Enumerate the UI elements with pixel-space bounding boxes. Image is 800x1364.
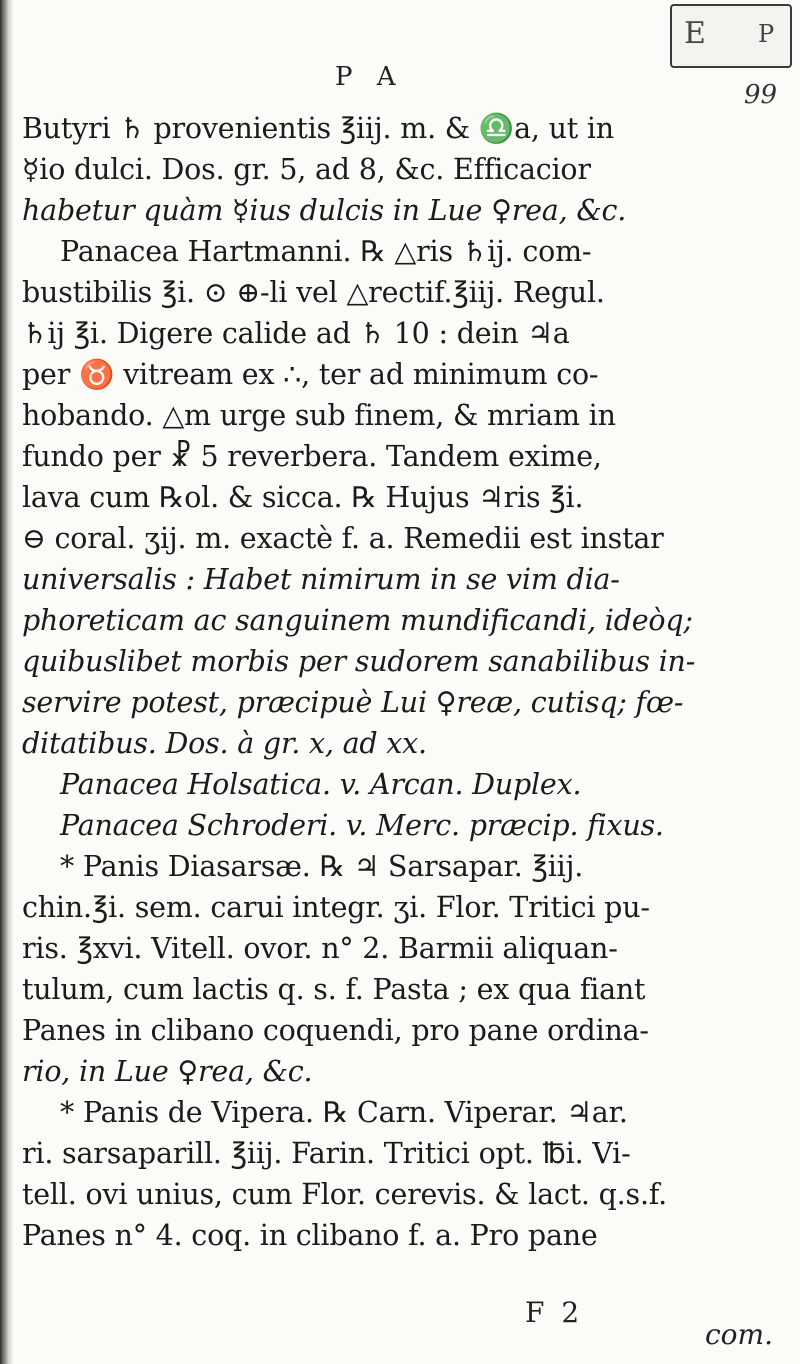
text-line: habetur quàm ☿ius dulcis in Lue ♀rea, &c. <box>22 194 627 227</box>
text-line: chin.℥i. sem. carui integr. ʒi. Flor. Tritici pu- <box>22 891 650 924</box>
catchword: com. <box>705 1318 773 1351</box>
text-block <box>22 108 794 1256</box>
text-line: ⊖ coral. ʒij. m. exactè f. a. Remedii est instar <box>22 522 664 555</box>
stamp-letter-left: E <box>684 16 706 51</box>
text-line: bustibilis ℥i. ⊙ ⊕-li vel △rectif.℥iij. Regul. <box>22 276 605 309</box>
text-line: ♄ij ℥i. Digere calide ad ♄ 10 : dein ♃a <box>22 317 570 350</box>
entry-heading-panacea-holsatica: Panacea Holsatica. v. Arcan. Duplex. <box>60 768 582 801</box>
text-line: servire potest, præcipuè Lui ♀reæ, cutisq; fœ- <box>22 686 684 719</box>
text-line: lava cum ℞ol. & sicca. ℞ Hujus ♃ris ℥i. <box>22 481 584 514</box>
text-line: Butyri ♄ provenientis ℥iij. m. & ♎a, ut in <box>22 112 614 145</box>
text-line: universalis : Habet nimirum in se vim dia- <box>22 563 620 596</box>
entry-heading-panis-de-vipera: * Panis de Vipera. ℞ Carn. Viperar. ♃ar. <box>60 1096 628 1129</box>
text-line: hobando. △m urge sub finem, & mriam in <box>22 399 616 432</box>
entry-heading-panacea-hartmanni: Panacea Hartmanni. ℞ △ris ♄ij. com- <box>60 235 592 268</box>
entry-heading-panis-diasarsae: * Panis Diasarsæ. ℞ ♃ Sarsapar. ℥iij. <box>60 850 584 883</box>
stamp-letter-right: P <box>758 20 775 48</box>
library-stamp <box>670 4 792 68</box>
page-number: 99 <box>744 80 778 110</box>
running-head: P A <box>335 62 404 92</box>
text-line: rio, in Lue ♀rea, &c. <box>22 1055 313 1088</box>
page-gutter-shadow <box>0 0 14 1364</box>
text-line: tulum, cum lactis q. s. f. Pasta ; ex qua fiant <box>22 973 646 1006</box>
entry-heading-panacea-schroderi: Panacea Schroderi. v. Merc. præcip. fixus. <box>60 809 664 842</box>
text-line: quibuslibet morbis per sudorem sanabilibus in- <box>22 645 696 678</box>
text-line: phoreticam ac sanguinem mundificandi, ideòq; <box>22 604 693 637</box>
text-line: tell. ovi unius, cum Flor. cerevis. & lact. q.s.f. <box>22 1178 668 1211</box>
text-line: Panes in clibano coquendi, pro pane ordina- <box>22 1014 649 1047</box>
text-line: ☿io dulci. Dos. gr. 5, ad 8, &c. Efficacior <box>22 153 591 186</box>
text-line: per ♉ vitream ex ∴, ter ad minimum co- <box>22 358 599 391</box>
text-line: ditatibus. Dos. à gr. x, ad xx. <box>22 727 427 760</box>
text-line: ri. sarsaparill. ℥iij. Farin. Tritici opt. ℔i. Vi- <box>22 1137 631 1170</box>
text-line: fundo per ☧ 5 reverbera. Tandem exime, <box>22 440 602 473</box>
signature-mark: F 2 <box>525 1296 584 1329</box>
text-line: Panes n° 4. coq. in clibano f. a. Pro pane <box>22 1219 598 1252</box>
text-line: ris. ℥xvi. Vitell. ovor. n° 2. Barmii aliquan- <box>22 932 618 965</box>
